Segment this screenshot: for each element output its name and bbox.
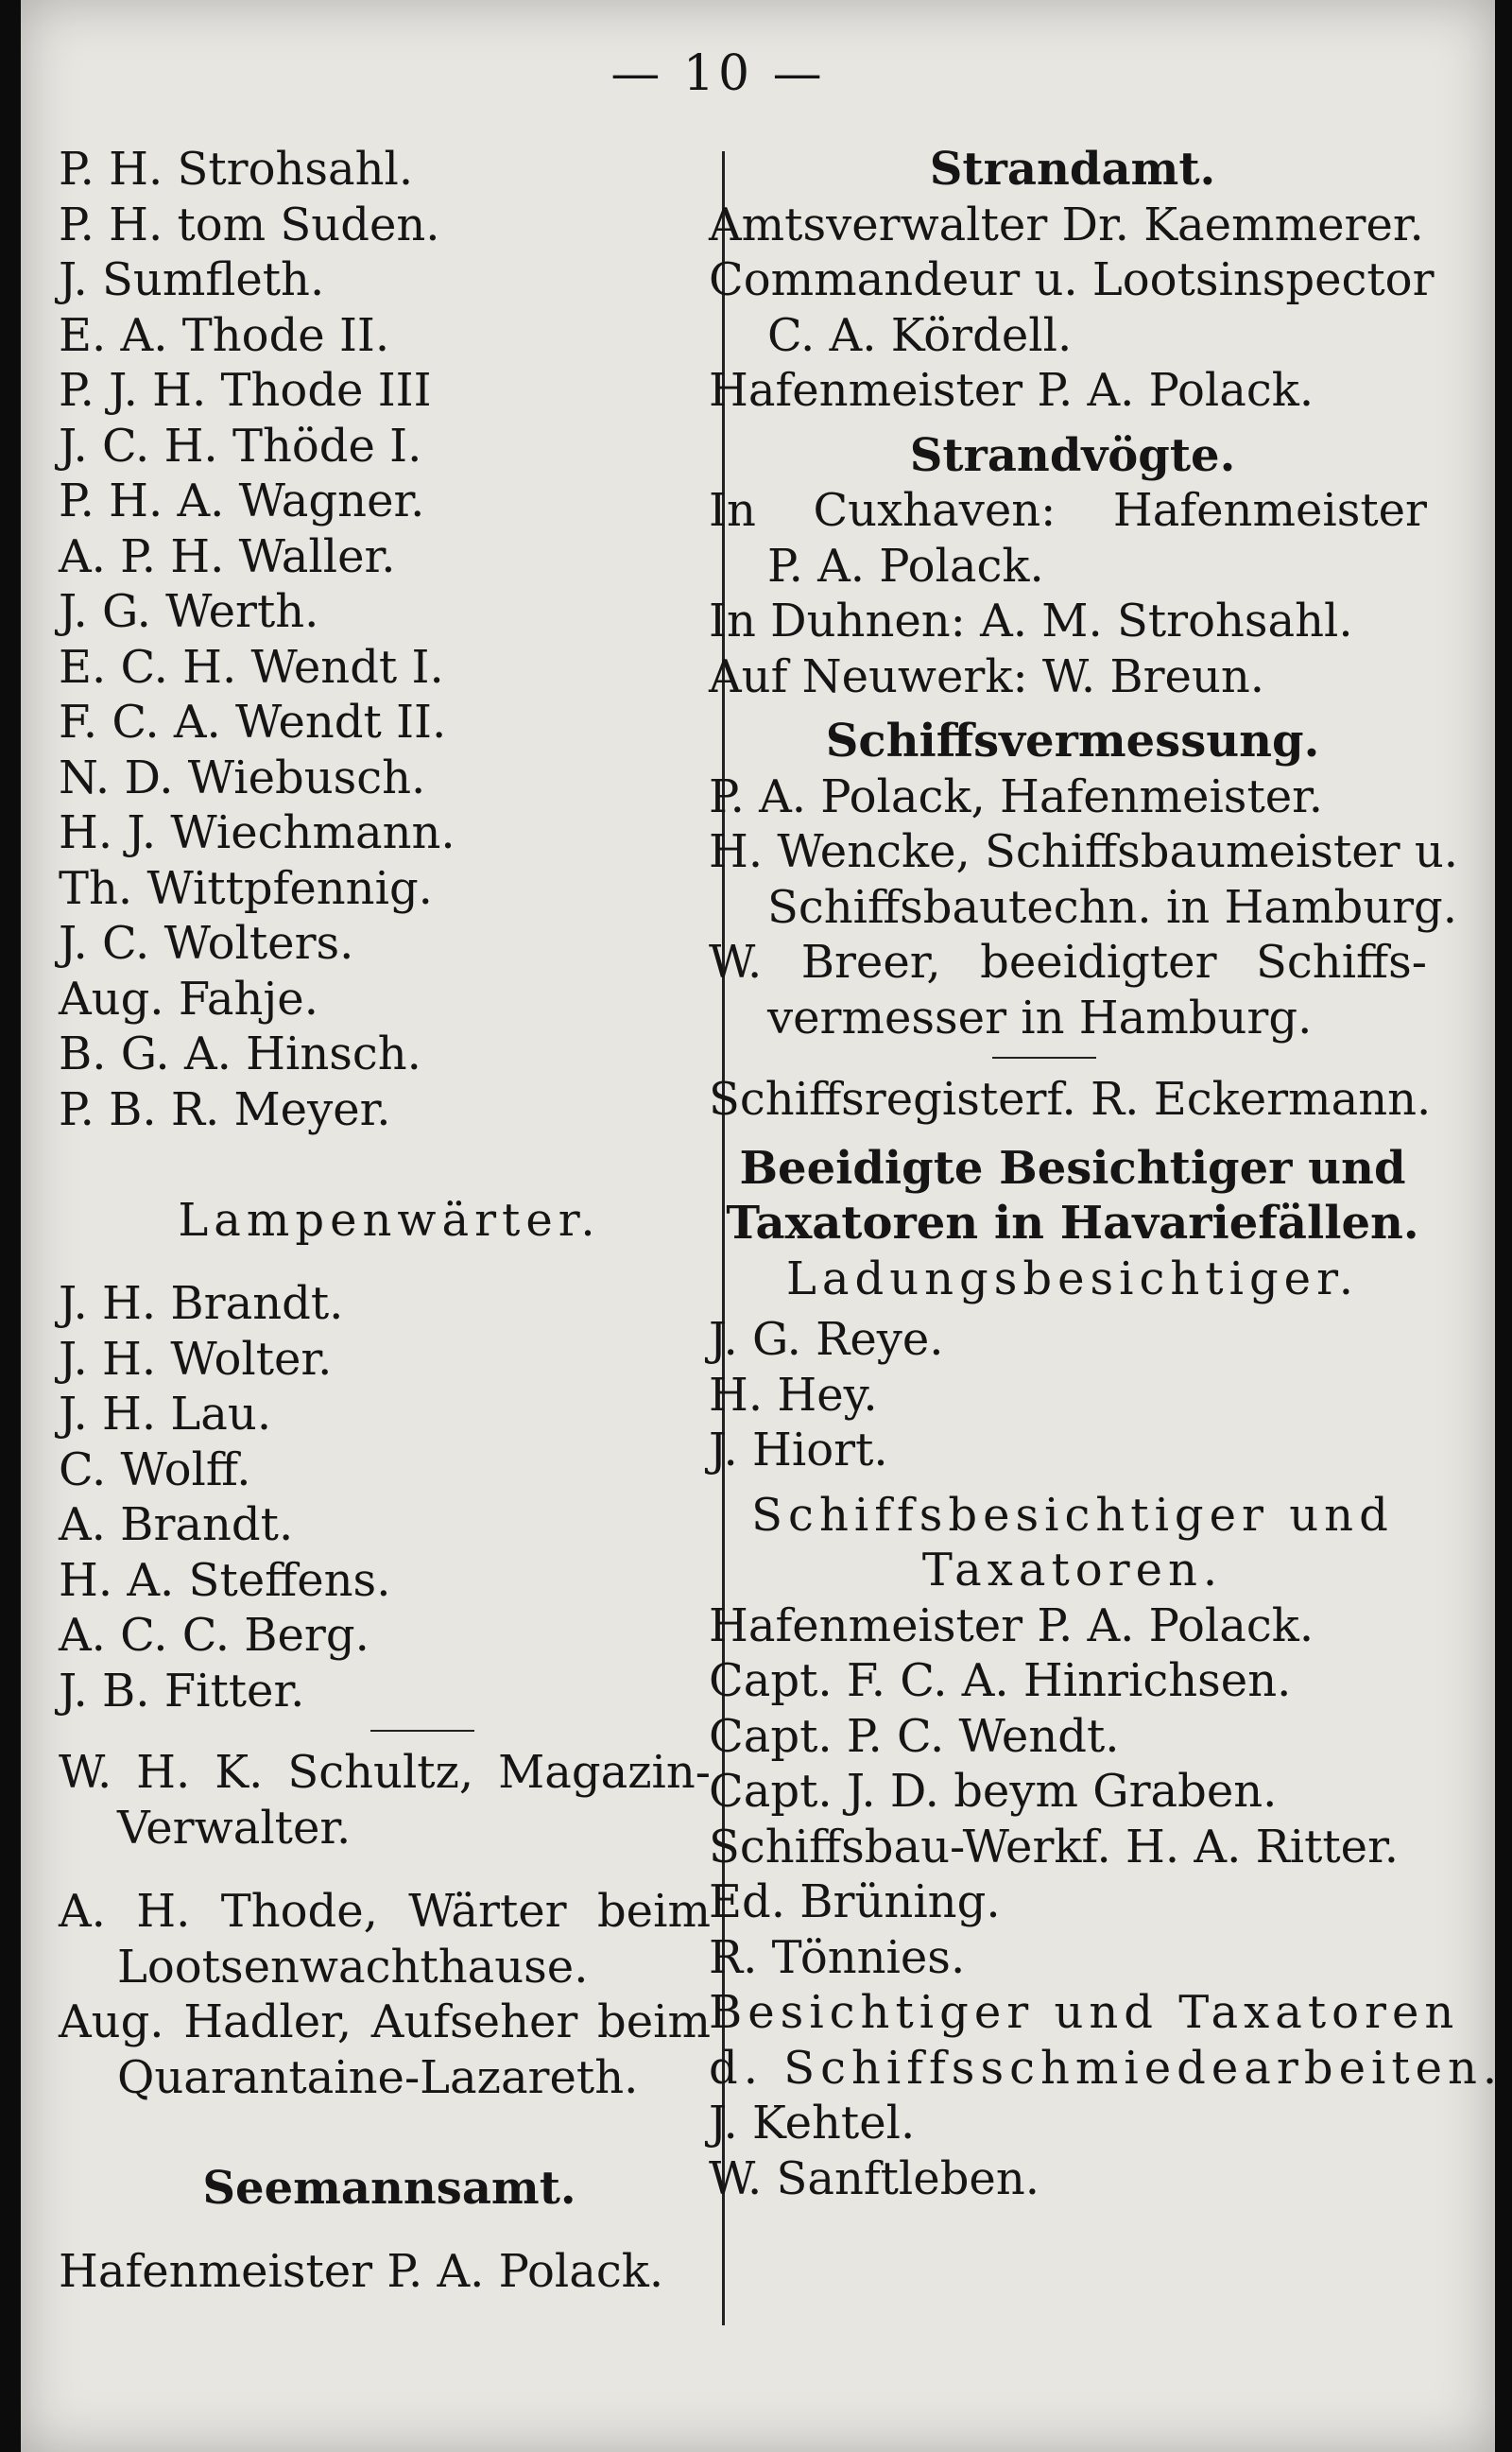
thode-entry-line2: Lootsenwachthause. <box>117 1940 589 1994</box>
list-item: A. Brandt. <box>59 1498 294 1551</box>
list-item: Schiffsbau-Werkf. H. A. Ritter. <box>709 1820 1400 1874</box>
lamp-heading: Lampenwärter. <box>178 1193 601 1247</box>
lamp-name-list <box>59 1276 720 1718</box>
list-item: J. C. H. Thöde I. <box>59 419 422 473</box>
schmied-heading: Besichtiger und Taxatoren <box>709 1986 1460 2039</box>
vermessung-line: Schiffsbautechn. in Hamburg. <box>767 880 1458 934</box>
left-column <box>59 142 720 2300</box>
list-item: J. C. Wolters. <box>59 917 354 970</box>
list-item: H. A. Steffens. <box>59 1553 391 1607</box>
list-item: Hafenmeister P. A. Polack. <box>709 1598 1314 1652</box>
vermessung-line: H. Wencke, Schiffsbaumeister u. <box>709 825 1459 878</box>
list-item: J. H. Lau. <box>59 1388 272 1441</box>
list-item: H. J. Wiechmann. <box>59 806 455 859</box>
schiffsregister-line: Schiffsregisterf. R. Eckermann. <box>709 1073 1432 1126</box>
list-item: Aug. Fahje. <box>59 972 318 1026</box>
list-item: A. P. H. Waller. <box>59 529 396 583</box>
list-item: Ed. Brüning. <box>709 1875 1001 1928</box>
seemannsamt-heading: Seemannsamt. <box>202 2161 576 2215</box>
strandvoegte-line: In Duhnen: A. M. Strohsahl. <box>709 595 1353 648</box>
schmied-name-list <box>709 2096 1436 2206</box>
beeidigte-heading: Beeidigte Besichtiger und <box>739 1141 1406 1195</box>
list-item: P. H. A. Wagner. <box>59 475 425 527</box>
seemannsamt-entry: Hafenmeister P. A. Polack. <box>59 2245 664 2298</box>
list-item: J. G. Reye. <box>709 1313 944 1366</box>
list-item: Th. Wittpfennig. <box>59 861 433 915</box>
page <box>21 0 1503 2452</box>
schiffsbesichtiger-heading: Taxatoren. <box>921 1544 1224 1597</box>
schiffsbes-name-list <box>709 1598 1436 1986</box>
page-number: — 10 — <box>610 45 826 102</box>
schiffsbesichtiger-heading: Schiffsbesichtiger und <box>751 1488 1394 1542</box>
strandvoegte-line: In Cuxhaven: Hafenmeister <box>709 484 1427 537</box>
ladung-name-list <box>709 1312 1436 1478</box>
list-item: J. H. Brandt. <box>59 1277 344 1330</box>
vermessung-line: W. Breer, beeidigter Schiffs- <box>709 936 1427 989</box>
right-column <box>709 142 1503 2206</box>
list-item: P. J. H. Thode III <box>59 364 432 417</box>
ladungsbesichtiger-heading: Ladungsbesichtiger. <box>785 1252 1360 1305</box>
list-item: J. Kehtel. <box>709 2097 916 2150</box>
section-rule <box>59 1718 720 1745</box>
strandamt-line: Commandeur u. Lootsinspector <box>709 253 1435 306</box>
schultz-entry-line2: Verwalter. <box>117 1801 352 1855</box>
list-item: F. C. A. Wendt II. <box>59 696 447 749</box>
list-item: R. Tönnies. <box>709 1930 966 1984</box>
strandvoegte-line: Auf Neuwerk: W. Breun. <box>709 649 1265 703</box>
schmied-heading: d. Schiffsschmiedearbeiten. <box>709 2041 1503 2095</box>
thode-entry-line1: A. H. Thode, Wärter beim <box>59 1885 711 1938</box>
list-item: C. Wolff. <box>59 1442 251 1496</box>
list-item: B. G. A. Hinsch. <box>59 1027 421 1080</box>
hadler-entry-line1: Aug. Hadler, Aufseher beim <box>59 1995 711 2048</box>
list-item: J. B. Fitter. <box>59 1664 305 1718</box>
list-item: E. A. Thode II. <box>59 308 390 362</box>
list-item: J. G. Werth. <box>59 585 319 638</box>
strandamt-heading: Strandamt. <box>929 143 1216 196</box>
list-item: P. H. Strohsahl. <box>59 143 414 196</box>
list-item: A. C. C. Berg. <box>59 1609 369 1662</box>
strandamt-line: Amtsverwalter Dr. Kaemmerer. <box>709 198 1424 251</box>
strandvoegte-line: P. A. Polack. <box>767 539 1044 593</box>
list-item: Capt. F. C. A. Hinrichsen. <box>709 1654 1292 1707</box>
vermessung-line: vermesser in Hamburg. <box>767 991 1313 1045</box>
list-item: E. C. H. Wendt I. <box>59 640 444 694</box>
vermessung-line: P. A. Polack, Hafenmeister. <box>709 769 1324 823</box>
list-item: P. H. tom Suden. <box>59 198 440 251</box>
list-item: Capt. J. D. beym Graben. <box>709 1765 1278 1818</box>
section-rule <box>709 1045 1436 1072</box>
schultz-entry-line1: W. H. K. Schultz, Magazin- <box>59 1746 711 1799</box>
list-item: H. Hey. <box>709 1368 878 1422</box>
pilot-name-list <box>59 142 720 1137</box>
list-item: J. Sumfleth. <box>59 253 325 306</box>
strandvoegte-heading: Strandvögte. <box>909 428 1236 482</box>
beeidigte-heading: Taxatoren in Havariefällen. <box>726 1197 1419 1250</box>
schiffsvermessung-heading: Schiffsvermessung. <box>825 715 1320 768</box>
strandamt-line: C. A. Kördell. <box>767 308 1073 362</box>
list-item: Capt. P. C. Wendt. <box>709 1709 1120 1763</box>
list-item: W. Sanftleben. <box>709 2151 1040 2205</box>
list-item: P. B. R. Meyer. <box>59 1082 391 1136</box>
list-item: N. D. Wiebusch. <box>59 751 426 804</box>
list-item: J. H. Wolter. <box>59 1332 333 1386</box>
hadler-entry-line2: Quarantaine-Lazareth. <box>117 2050 639 2104</box>
list-item: J. Hiort. <box>709 1424 888 1476</box>
strandamt-line: Hafenmeister P. A. Polack. <box>709 364 1314 417</box>
